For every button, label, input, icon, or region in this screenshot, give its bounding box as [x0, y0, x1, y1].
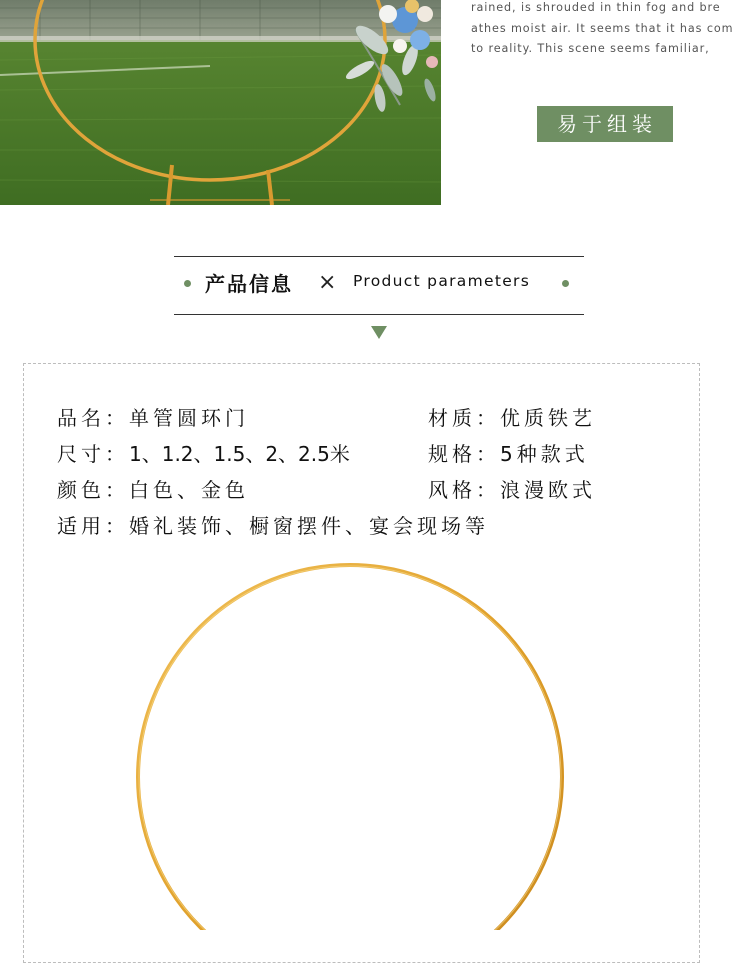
spec-label: 尺寸： — [57, 442, 129, 466]
section-title-cn: 产品信息 — [205, 272, 293, 296]
spec-value: 浪漫欧式 — [500, 478, 596, 502]
spec-value: 5种款式 — [500, 442, 589, 466]
close-icon: × — [318, 270, 337, 295]
header-top-rule — [174, 256, 584, 257]
description-line: athes moist air. It seems that it has com — [471, 21, 734, 35]
header-left-dot — [184, 280, 191, 287]
spec-label: 品名： — [57, 406, 129, 430]
spec-label: 材质： — [428, 406, 500, 430]
spec-value: 白色、金色 — [129, 478, 249, 502]
ring-product-image — [130, 555, 570, 934]
spec-label: 颜色： — [57, 478, 129, 502]
spec-value: 1、1.2、1.5、2、2.5米 — [129, 442, 350, 466]
spec-value: 单管圆环门 — [129, 406, 249, 430]
spec-usage — [57, 514, 489, 538]
spec-style — [428, 478, 596, 502]
product-description-text — [471, 0, 750, 60]
description-line: to reality. This scene seems familiar, — [471, 42, 710, 55]
spec-material — [428, 406, 596, 430]
section-title-en: Product parameters — [353, 272, 531, 290]
description-line: rained, is shrouded in thin fog and bre — [471, 1, 721, 14]
spec-value: 优质铁艺 — [500, 406, 596, 430]
spec-name — [57, 406, 249, 430]
spec-label: 规格： — [428, 442, 500, 466]
easy-assembly-badge: 易于组装 — [537, 106, 673, 142]
spec-label: 适用： — [57, 514, 129, 538]
spec-size — [57, 442, 350, 466]
spec-label: 风格： — [428, 478, 500, 502]
spec-color — [57, 478, 249, 502]
spec-variants — [428, 442, 589, 466]
header-bottom-rule — [174, 314, 584, 315]
header-right-dot — [562, 280, 569, 287]
chevron-down-icon — [371, 326, 387, 339]
product-photo — [0, 0, 441, 205]
spec-value: 婚礼装饰、橱窗摆件、宴会现场等 — [129, 514, 489, 538]
